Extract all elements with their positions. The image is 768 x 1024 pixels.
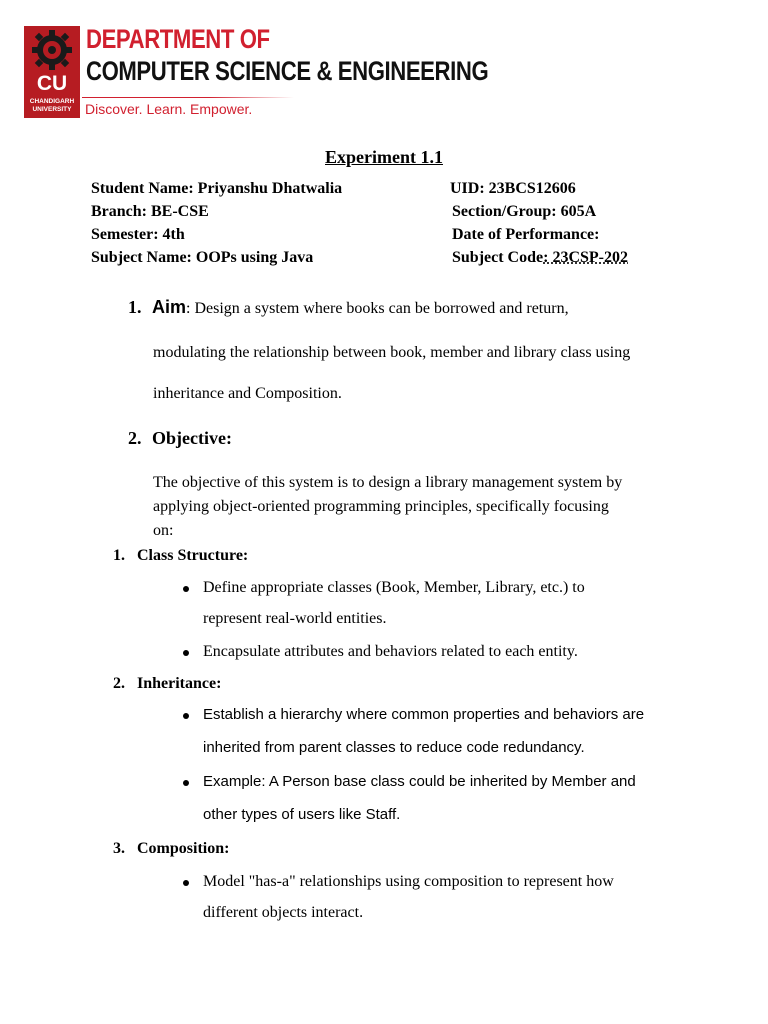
bullet-text-continued: other types of users like Staff. bbox=[203, 806, 401, 823]
bullet-text: Define appropriate classes (Book, Member, Library, etc.) to bbox=[203, 579, 585, 596]
section-title: Inheritance: bbox=[137, 675, 222, 692]
department-title-line2: COMPUTER SCIENCE & ENGINEERING bbox=[86, 56, 489, 86]
section-class-structure-heading bbox=[113, 547, 248, 565]
experiment-title: Experiment 1.1 bbox=[325, 147, 443, 167]
subject-code-value: : 23CSP-202 bbox=[543, 249, 628, 266]
bullet-icon bbox=[183, 880, 189, 886]
section-inheritance-heading bbox=[113, 675, 221, 693]
subject-code bbox=[452, 249, 628, 267]
subject-name: Subject Name: OOPs using Java bbox=[91, 249, 314, 266]
objective-heading bbox=[128, 428, 232, 449]
section-number: 3. bbox=[113, 840, 125, 857]
objective-number: 2. bbox=[128, 428, 142, 448]
semester: Semester: 4th bbox=[91, 226, 185, 243]
objective-text-line1: The objective of this system is to design a library management system by bbox=[153, 474, 623, 491]
uid: UID: 23BCS12606 bbox=[450, 180, 576, 197]
logo-cu-text: CU bbox=[36, 72, 68, 95]
bullet-text: Example: A Person base class could be inherited by Member and bbox=[203, 773, 636, 790]
department-title-line1: DEPARTMENT OF bbox=[86, 24, 270, 54]
bullet-icon bbox=[183, 650, 189, 656]
aim-text-line2: modulating the relationship between book, member and library class using bbox=[153, 344, 631, 361]
bullet-icon bbox=[183, 586, 189, 592]
gear-emblem-icon bbox=[24, 26, 80, 76]
bullet-icon bbox=[183, 780, 189, 786]
aim-number: 1. bbox=[128, 297, 142, 317]
tagline: Discover. Learn. Empower. bbox=[85, 101, 253, 117]
section-number: 1. bbox=[113, 547, 125, 564]
aim-text-line1: : Design a system where books can be borrowed and return, bbox=[186, 300, 569, 317]
bullet-icon bbox=[183, 713, 189, 719]
bullet-text-continued: different objects interact. bbox=[203, 904, 364, 921]
logo-university-text: CHANDIGARH UNIVERSITY bbox=[29, 98, 75, 113]
student-name: Student Name: Priyanshu Dhatwalia bbox=[91, 180, 343, 197]
section-group: Section/Group: 605A bbox=[452, 203, 597, 220]
bullet-text-continued: represent real-world entities. bbox=[203, 610, 387, 627]
bullet-text: Encapsulate attributes and behaviors related to each entity. bbox=[203, 643, 578, 660]
aim-text-line3: inheritance and Composition. bbox=[153, 385, 342, 402]
aim-heading bbox=[128, 297, 569, 318]
university-logo bbox=[24, 26, 80, 118]
bullet-text: Establish a hierarchy where common properties and behaviors are bbox=[203, 706, 645, 723]
objective-label: Objective: bbox=[152, 428, 232, 448]
date-of-performance: Date of Performance: bbox=[452, 226, 600, 243]
section-composition-heading bbox=[113, 840, 229, 858]
branch: Branch: BE-CSE bbox=[91, 203, 209, 220]
objective-text-line3: on: bbox=[153, 522, 174, 539]
bullet-text: Model "has-a" relationships using composition to represent how bbox=[203, 873, 614, 890]
objective-text-line2: applying object-oriented programming principles, specifically focusing bbox=[153, 498, 609, 515]
subject-code-label: Subject Code bbox=[452, 249, 544, 266]
section-title: Class Structure: bbox=[137, 547, 249, 564]
section-title: Composition: bbox=[137, 840, 230, 857]
aim-label: Aim bbox=[152, 297, 187, 317]
header-divider bbox=[82, 97, 294, 98]
section-number: 2. bbox=[113, 675, 125, 692]
bullet-text-continued: inherited from parent classes to reduce code redundancy. bbox=[203, 739, 585, 756]
